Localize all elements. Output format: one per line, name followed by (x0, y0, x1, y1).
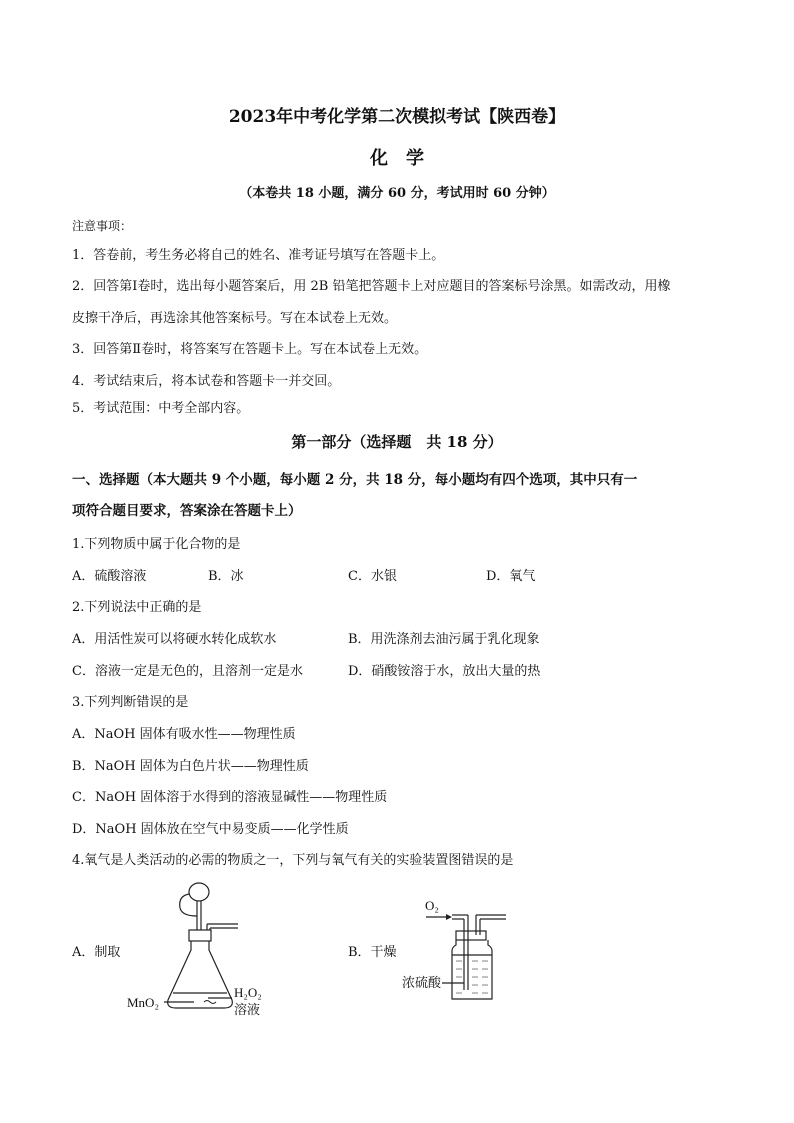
question-4-option-a: A．制取 (72, 945, 121, 960)
notice-heading: 注意事项： (72, 219, 133, 233)
exam-info: （本卷共 18 小题，满分 60 分，考试用时 60 分钟） (239, 186, 555, 201)
notice-item-5: 5．考试范围：中考全部内容。 (72, 401, 250, 416)
question-2-option-a: A．用活性炭可以将硬水转化成软水 (72, 632, 277, 647)
question-3-option-c: C．NaOH 固体溶于水得到的溶液显碱性——物理性质 (72, 790, 388, 805)
question-3-option-d: D．NaOH 固体放在空气中易变质——化学性质 (72, 822, 349, 837)
notice-item-4: 4．考试结束后，将本试卷和答题卡一并交回。 (72, 374, 341, 389)
part1-instruction-1: 一、选择题（本大题共 9 个小题，每小题 2 分，共 18 分，每小题均有四个选项，其中只有一 (72, 472, 638, 488)
question-3-option-b: B．NaOH 固体为白色片状——物理性质 (72, 759, 309, 774)
question-2-option-c: C．溶液一定是无色的，且溶剂一定是水 (72, 664, 303, 679)
subject-title: 化 学 (370, 148, 424, 169)
part1-instruction-2: 项符合题目要求，答案涂在答题卡上） (72, 503, 302, 519)
question-1-option-b: B．冰 (208, 569, 244, 584)
notice-item-2: 2．回答第Ⅰ卷时，选出每小题答案后，用 2B 铅笔把答题卡上对应题目的答案标号涂黑。如需改动，用橡 (72, 279, 671, 294)
notice-item-2-cont: 皮擦干净后，再选涂其他答案标号。写在本试卷上无效。 (72, 311, 398, 326)
question-1-option-c: C．水银 (348, 569, 397, 584)
question-4-option-b: B．干燥 (348, 945, 397, 960)
figure-a-solution-label: 溶液 (234, 1003, 261, 1018)
exam-title: 2023年中考化学第二次模拟考试【陕西卷】 (228, 107, 566, 127)
part1-heading: 第一部分（选择题 共 18 分） (291, 433, 503, 451)
question-4-stem: 4.氧气是人类活动的必需的物质之一，下列与氧气有关的实验装置图错误的是 (72, 853, 514, 868)
question-3-stem: 3.下列判断错误的是 (72, 695, 189, 710)
notice-item-3: 3．回答第Ⅱ卷时，将答案写在答题卡上。写在本试卷上无效。 (72, 342, 428, 357)
question-1-stem: 1.下列物质中属于化合物的是 (72, 537, 241, 552)
question-3-option-a: A．NaOH 固体有吸水性——物理性质 (72, 727, 296, 742)
figure-a-h2o2-label: H₂O₂ (234, 985, 262, 1000)
question-1-option-d: D．氧气 (486, 569, 536, 584)
question-2-option-d: D．硝酸铵溶于水，放出大量的热 (348, 664, 541, 679)
question-2-option-b: B．用洗涤剂去油污属于乳化现象 (348, 632, 540, 647)
figure-b-acid-label: 浓硫酸 (402, 976, 442, 991)
figure-b-o2-label: O₂ (425, 898, 439, 913)
question-2-stem: 2.下列说法中正确的是 (72, 600, 202, 615)
notice-item-1: 1．答卷前，考生务必将自己的姓名、准考证号填写在答题卡上。 (72, 248, 445, 263)
question-1-option-a: A．硫酸溶液 (72, 569, 147, 584)
figure-a-mno2-label: MnO₂ (127, 995, 159, 1010)
